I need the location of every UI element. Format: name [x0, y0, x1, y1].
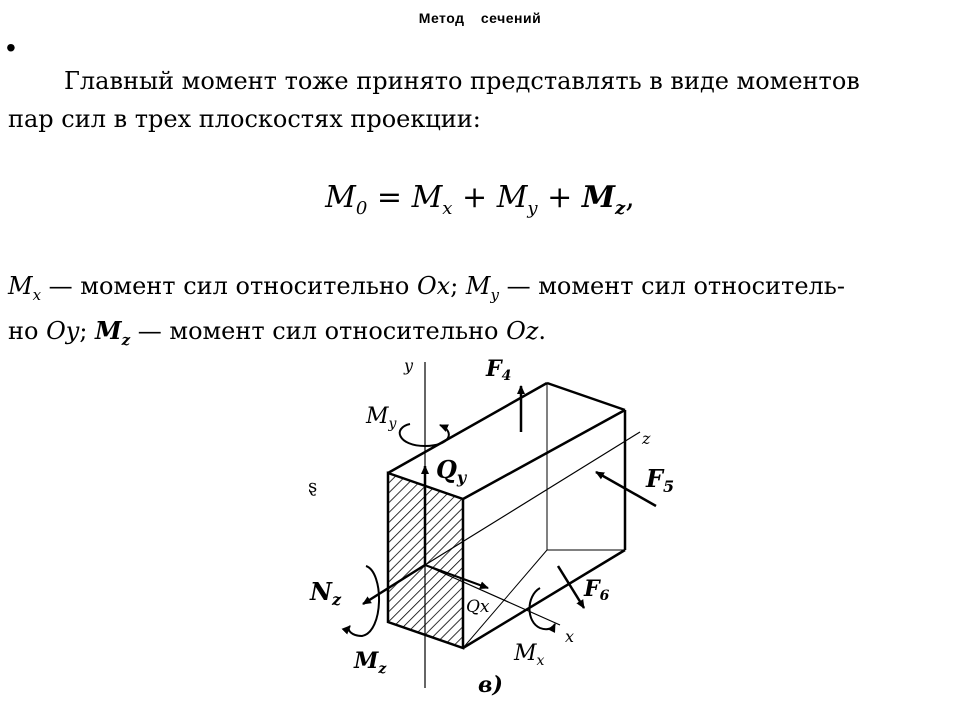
force-f4-label: F4 — [486, 356, 512, 384]
force-f6-label: F6 — [584, 576, 610, 604]
beam-section-diagram — [300, 348, 680, 708]
page-title-word-2: сечений — [480, 10, 542, 26]
formula-plus-1: + — [462, 180, 488, 215]
symbol-my: $M_y$ — [465, 272, 499, 304]
y-axis-label: y — [404, 356, 414, 375]
force-nz-label: $N_z$ — [310, 577, 342, 609]
force-f5-label: $F_5$ — [646, 464, 675, 496]
moment-mx-label: $M_x$ — [514, 641, 545, 669]
symbol-mx: $M_x$ — [8, 272, 42, 304]
formula-mz: $M_z$ — [581, 180, 626, 219]
moment-mz-curl — [349, 566, 379, 636]
sentence-end: . — [538, 316, 547, 345]
x-axis-label: x — [565, 627, 575, 646]
paragraph-intro — [8, 62, 954, 138]
moment-my-label: $M_y$ — [366, 404, 397, 432]
separator: ; — [79, 316, 96, 345]
formula-comma: , — [625, 180, 635, 215]
formula-my: $M_y$ — [496, 180, 538, 219]
moment-mz-label: $M_z$ — [354, 648, 387, 677]
moment-my-curl — [400, 424, 449, 446]
figure-caption: в) — [478, 672, 503, 698]
bullet-marker: • — [6, 32, 16, 63]
axis-oz: Oz — [506, 316, 539, 345]
force-qy-label: $Q_y$ — [436, 455, 467, 487]
separator: ; — [450, 272, 466, 300]
paragraph-intro-line-1: Главный момент тоже принято представлять в виде моментов — [64, 67, 860, 95]
axis-ox: Ox — [416, 272, 451, 300]
axis-oy: Oy — [46, 316, 80, 345]
page-title-word-1: Метод — [418, 10, 465, 26]
formula-plus-2: + — [547, 180, 573, 215]
definitions-text-1: — момент сил относительно — [41, 272, 417, 300]
definitions-text-4: — момент сил относительно — [130, 316, 507, 345]
z-axis-label: z — [642, 429, 651, 448]
page-title — [0, 10, 960, 26]
formula-m0: $M_0$ — [325, 180, 368, 219]
definitions-text-2: — момент сил относитель- — [498, 272, 845, 300]
definitions-line-1 — [8, 268, 954, 313]
paragraph-intro-line-2: пар сил в трех плоскостях проекции: — [8, 105, 481, 133]
definitions-text-3: но — [8, 316, 47, 345]
force-qx-label: Qx — [466, 597, 490, 617]
formula-mx: $M_x$ — [411, 180, 453, 219]
moment-formula — [0, 180, 960, 219]
paragraph-definitions — [8, 268, 954, 358]
stray-mark: ȿ — [308, 476, 318, 497]
symbol-mz: $M_z$ — [95, 315, 131, 349]
formula-equals: = — [376, 180, 403, 215]
